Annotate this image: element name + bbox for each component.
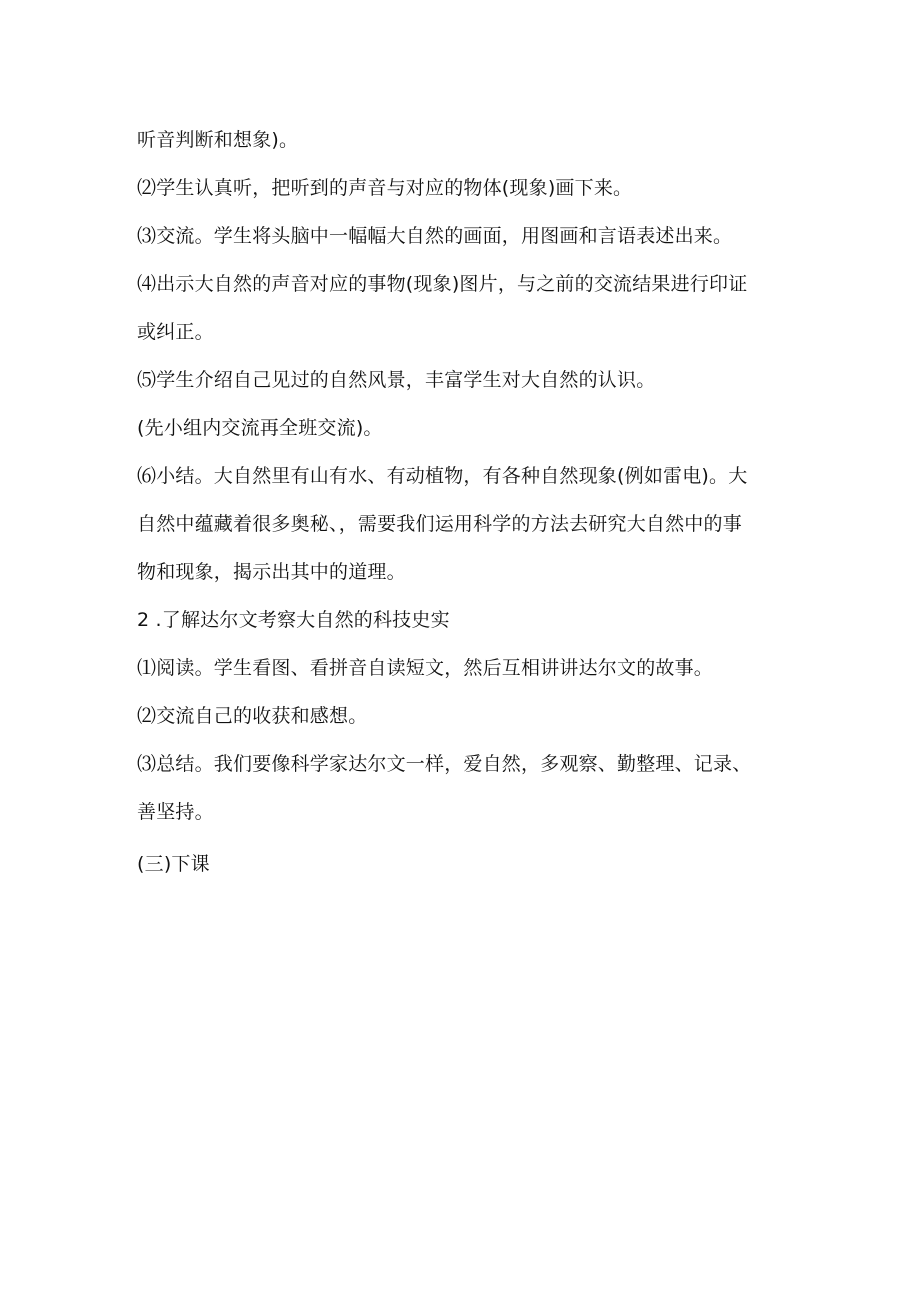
text-line-10: 物和现象，揭示出其中的道理。: [137, 561, 406, 583]
text-line-15: 善坚持。: [137, 801, 214, 823]
text-line-3: ⑶交流。学生将头脑中一幅幅大自然的画面，用图画和言语表述出来。: [137, 225, 733, 247]
section-heading-2: 2 .了解达尔文考察大自然的科技史实: [137, 609, 450, 631]
section-heading-3: (三)下课: [137, 853, 210, 875]
text-line-12: ⑴阅读。学生看图、看拼音自读短文，然后互相讲讲达尔文的故事。: [137, 657, 714, 679]
text-line-1: 听音判断和想象)。: [137, 129, 299, 151]
text-line-8: ⑹小结。大自然里有山有水、有动植物，有各种自然现象(例如雷电)。大: [137, 465, 748, 487]
text-line-6: ⑸学生介绍自己见过的自然风景，丰富学生对大自然的认识。: [137, 369, 656, 391]
document-body: [137, 116, 787, 888]
text-line-13: ⑵交流自己的收获和感想。: [137, 705, 368, 727]
text-line-14: ⑶总结。我们要像科学家达尔文一样，爱自然，多观察、勤整理、记录、: [137, 753, 752, 775]
text-line-2: ⑵学生认真听，把听到的声音与对应的物体(现象)画下来。: [137, 177, 633, 199]
text-line-4: ⑷出示大自然的声音对应的事物(现象)图片，与之前的交流结果进行印证: [137, 273, 748, 295]
text-line-7: (先小组内交流再全班交流)。: [137, 417, 383, 439]
text-line-9: 自然中蕴藏着很多奥秘、，需要我们运用科学的方法去研究大自然中的事: [137, 513, 742, 535]
text-line-5: 或纠正。: [137, 321, 214, 343]
